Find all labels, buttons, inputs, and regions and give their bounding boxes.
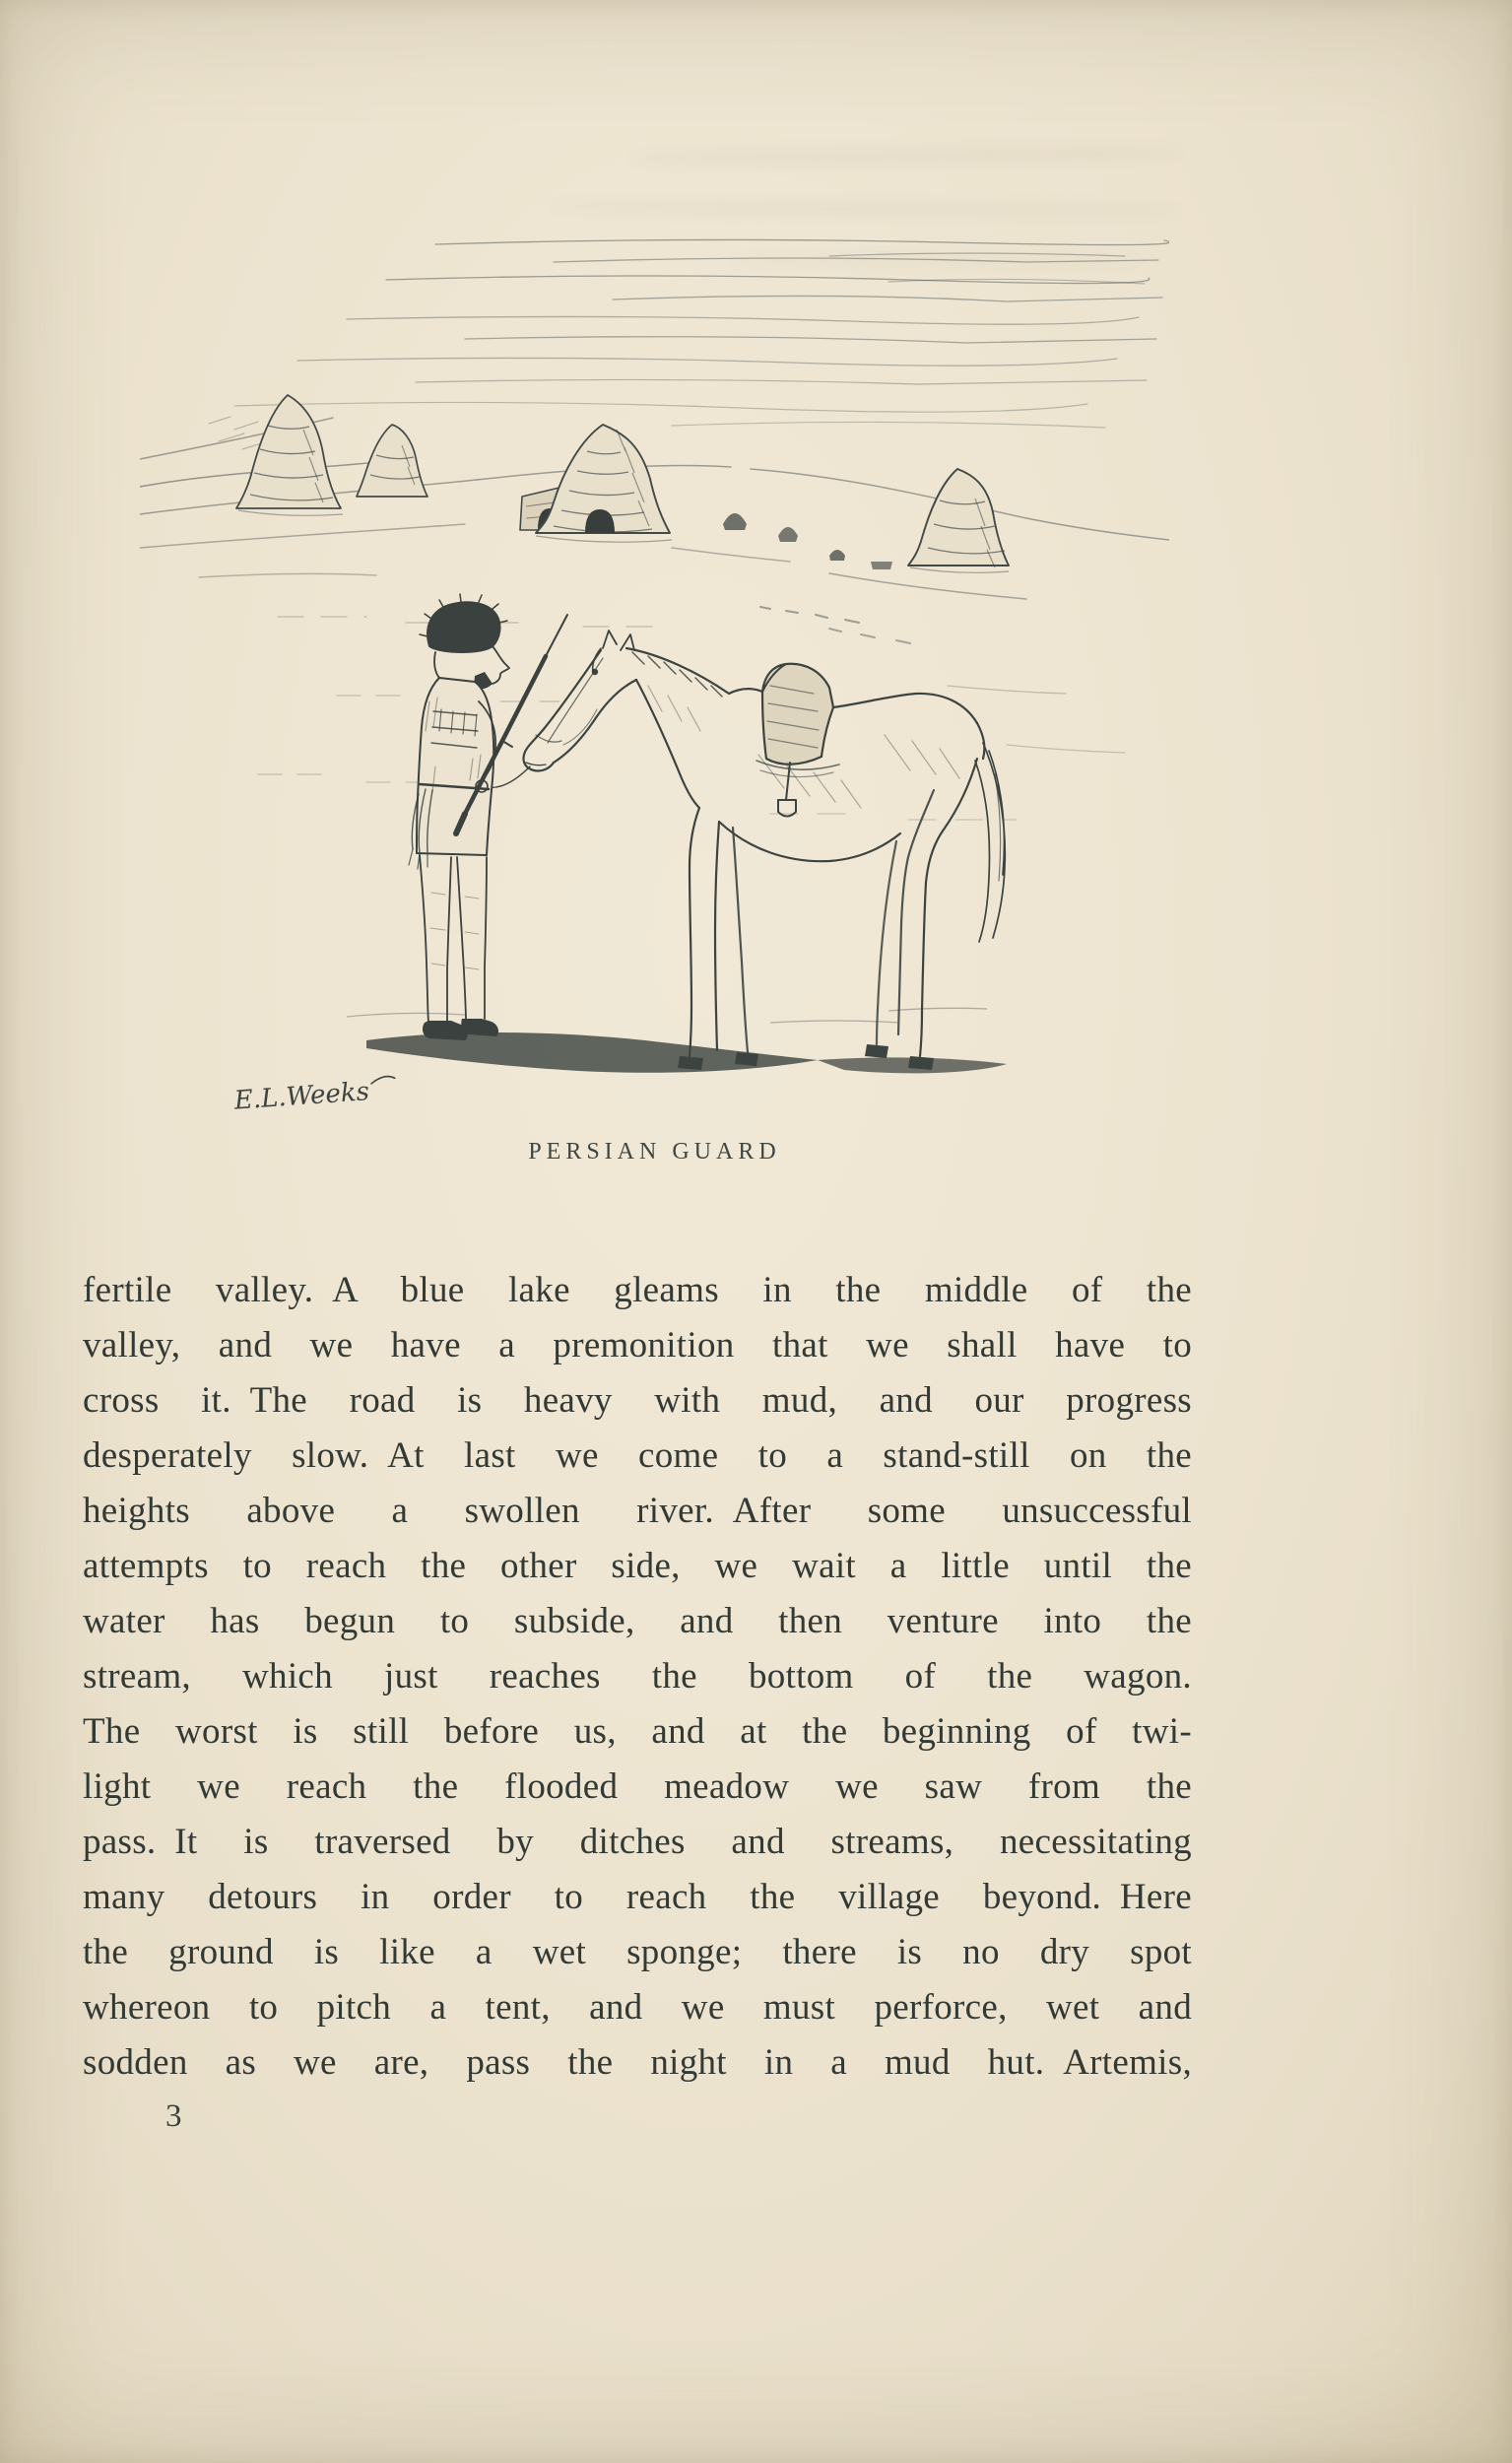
illustration-caption: PERSIAN GUARD: [528, 1139, 781, 1165]
horse-figure: [483, 631, 1005, 1070]
text-line: whereon to pitch a tent, and we must perforce, wet and: [83, 1987, 1192, 2028]
bleed-through-mark: [630, 145, 1182, 166]
page-number: 3: [165, 2098, 182, 2134]
page-body-text: [83, 1263, 1192, 2091]
text-line: heights above a swollen river. After some unsuccessful: [83, 1491, 1192, 1531]
bleed-through-mark: [552, 200, 1182, 218]
text-line: The worst is still before us, and at the beginning of twi-: [83, 1711, 1192, 1752]
text-line: water has begun to subside, and then venture into the: [83, 1601, 1192, 1641]
sky-strokes: [234, 239, 1169, 428]
artist-signature: [232, 1075, 397, 1115]
text-line: the ground is like a wet sponge; there is no dry spot: [83, 1932, 1192, 1972]
text-line: desperately slow. At last we come to a stand-still on the: [83, 1435, 1192, 1476]
artist-signature-text: E.L.Weeks: [232, 1077, 370, 1116]
text-line: sodden as we are, pass the night in a mud hut. Artemis,: [83, 2042, 1192, 2083]
center-tower: [536, 425, 672, 542]
plain-marks: [258, 607, 1125, 820]
text-line: valley, and we have a premonition that we shall have to: [83, 1325, 1192, 1365]
text-line: light we reach the flooded meadow we saw from the: [83, 1766, 1192, 1807]
distant-mounds: [723, 513, 892, 569]
left-tower-large: [236, 395, 343, 515]
guard-figure: [409, 594, 567, 1040]
text-line: many detours in order to reach the village beyond. Here: [83, 1877, 1192, 1917]
ground-shadow: [347, 1008, 1007, 1073]
persian-guard-illustration: [140, 223, 1169, 1121]
text-line: stream, which just reaches the bottom of the wagon.: [83, 1656, 1192, 1697]
right-tower: [908, 469, 1009, 572]
text-line: cross it. The road is heavy with mud, and our progress: [83, 1380, 1192, 1421]
left-tower-small: [357, 425, 427, 497]
text-line: attempts to reach the other side, we wait a little until the: [83, 1546, 1192, 1586]
text-line: pass. It is traversed by ditches and streams, necessitating: [83, 1822, 1192, 1862]
text-line: fertile valley. A blue lake gleams in the middle of the: [83, 1270, 1192, 1310]
